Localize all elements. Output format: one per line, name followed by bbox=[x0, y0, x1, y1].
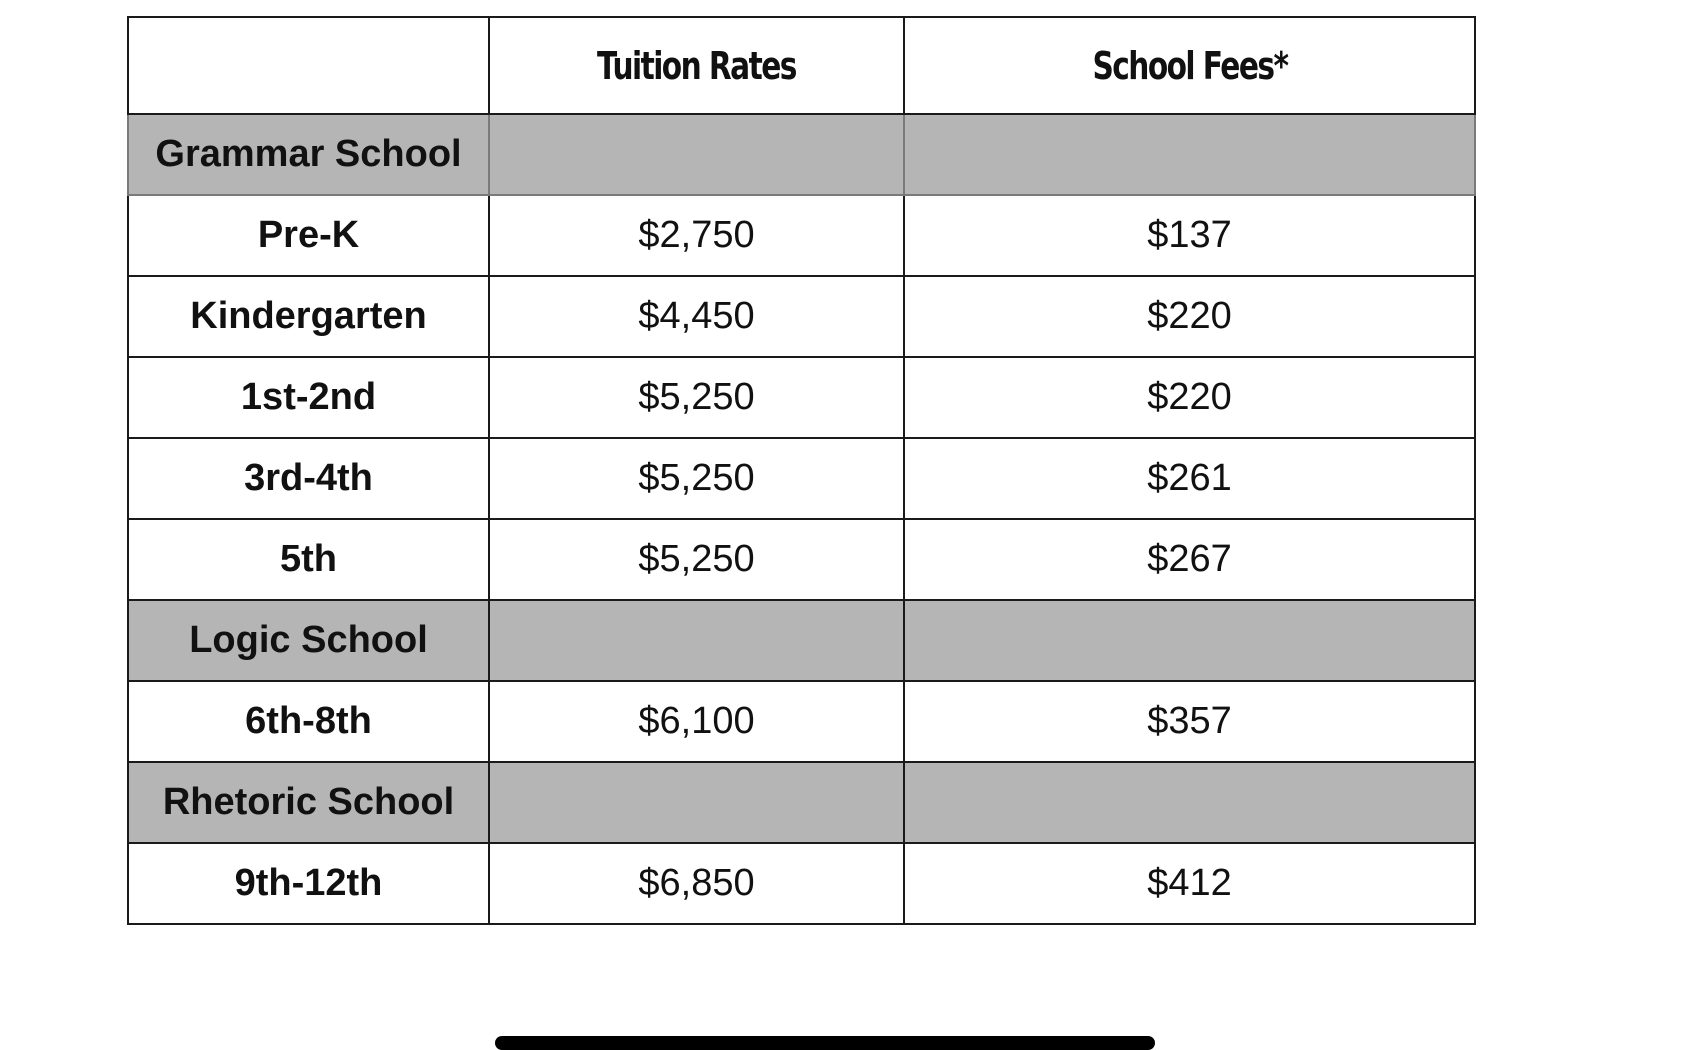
grade-cell: 3rd-4th bbox=[128, 438, 489, 519]
table-row bbox=[128, 357, 1475, 438]
grade-cell: Kindergarten bbox=[128, 276, 489, 357]
section-label: Grammar School bbox=[128, 114, 489, 195]
fees-cell: $220 bbox=[904, 276, 1475, 357]
header-school-fees: School Fees* bbox=[904, 17, 1475, 114]
tuition-cell: $5,250 bbox=[489, 357, 904, 438]
section-empty-cell bbox=[904, 114, 1475, 195]
tuition-cell: $5,250 bbox=[489, 519, 904, 600]
section-row-grammar-school bbox=[128, 114, 1475, 195]
grade-cell: 9th-12th bbox=[128, 843, 489, 924]
section-empty-cell bbox=[489, 762, 904, 843]
fees-cell: $412 bbox=[904, 843, 1475, 924]
header-tuition-rates: Tuition Rates bbox=[489, 17, 904, 114]
tuition-rates-table bbox=[127, 16, 1476, 925]
table-row bbox=[128, 843, 1475, 924]
section-label: Logic School bbox=[128, 600, 489, 681]
table-row bbox=[128, 276, 1475, 357]
fees-cell: $357 bbox=[904, 681, 1475, 762]
tuition-cell: $5,250 bbox=[489, 438, 904, 519]
section-label: Rhetoric School bbox=[128, 762, 489, 843]
section-empty-cell bbox=[489, 600, 904, 681]
table-row bbox=[128, 438, 1475, 519]
tuition-cell: $4,450 bbox=[489, 276, 904, 357]
section-row-rhetoric-school bbox=[128, 762, 1475, 843]
grade-cell: 1st-2nd bbox=[128, 357, 489, 438]
fees-cell: $261 bbox=[904, 438, 1475, 519]
home-indicator-bar[interactable] bbox=[495, 1036, 1155, 1050]
tuition-cell: $2,750 bbox=[489, 195, 904, 276]
section-empty-cell bbox=[904, 600, 1475, 681]
tuition-cell: $6,850 bbox=[489, 843, 904, 924]
grade-cell: 6th-8th bbox=[128, 681, 489, 762]
table-row bbox=[128, 195, 1475, 276]
table-header-row bbox=[128, 17, 1475, 114]
fees-cell: $220 bbox=[904, 357, 1475, 438]
section-row-logic-school bbox=[128, 600, 1475, 681]
grade-cell: Pre-K bbox=[128, 195, 489, 276]
table-row bbox=[128, 681, 1475, 762]
header-grade bbox=[128, 17, 489, 114]
grade-cell: 5th bbox=[128, 519, 489, 600]
fees-cell: $267 bbox=[904, 519, 1475, 600]
table-row bbox=[128, 519, 1475, 600]
fees-cell: $137 bbox=[904, 195, 1475, 276]
section-empty-cell bbox=[904, 762, 1475, 843]
section-empty-cell bbox=[489, 114, 904, 195]
tuition-cell: $6,100 bbox=[489, 681, 904, 762]
